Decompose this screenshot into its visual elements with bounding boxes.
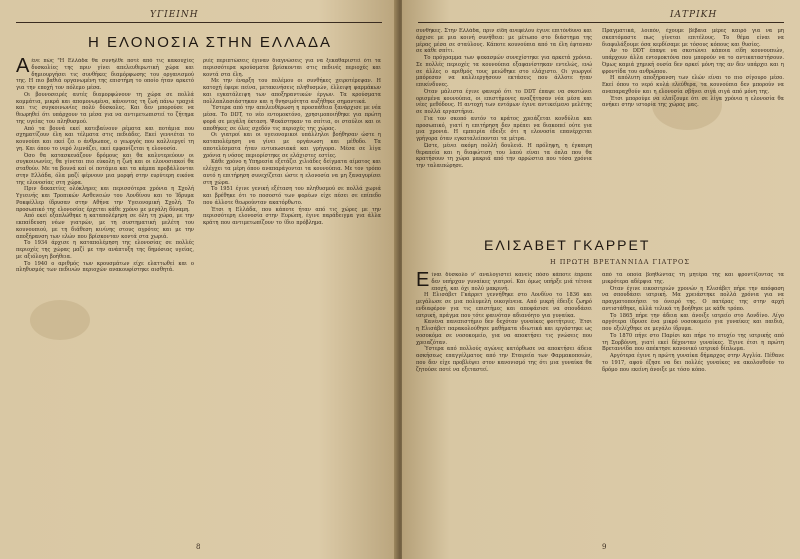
paragraph: Πραγματικά, λοιπόν, έχουμε βέβαια μέρες καιρό για να μη σκεπτόμαστε πως γίνεται επιτέλους. Το θέμα είναι να διαφυλάξουμε όσα κερδίσαμε με τόσους κόπους και θυσίες.	[602, 28, 784, 48]
paragraph: Από τα βουνά εκεί κατεβαίνουν ρέματα και ποτάμια που σχηματίζουν έλη και τέλματα στις πεδιάδες. Εκεί γεννιέται το κουνούπι και εκεί ζει ο άνθρωπος, ο γεωργός που καλλιεργεί τη γη. Και όπου το νερό λιμνάζει, εκεί εμφανίζεται η ελονοσία.	[16, 125, 194, 152]
paragraph: Κανένα πανεπιστήμιο δεν δεχόταν γυναίκες φοιτήτριες. Έτσι η Ελισάβετ παρακολούθησε μαθήματα ιδιωτικά και εργάστηκε ως νοσοκόμα σε νοσοκομείο, για να αποκτήσει τις γνώσεις που χρειαζόταν.	[416, 319, 592, 346]
article-column-5	[416, 272, 592, 542]
paragraph: Το πρόγραμμα των ψεκασμών συνεχίστηκε για αρκετά χρόνια. Σε πολλές περιοχές τα κουνούπια εξαφανίστηκαν εντελώς, ενώ σε άλλες ο αριθμός τους μειώθηκε στο ελάχιστο. Οι γεωργοί μπόρεσαν να καλλιεργήσουν εκτάσεις που άλλοτε ήταν επικίνδυνες.	[416, 55, 592, 88]
paragraph: Το 1934 άρχισε η καταπολέμηση της ελονοσίας σε πολλές περιοχές της χώρας μαζί με την ανάπτυξη της δημόσιας υγείας, με αξιόλογη βοήθεια.	[16, 240, 194, 260]
paragraph: Πριν δεκαετίες ολόκληρες και περισσότερα χρόνια η Σχολή Υγιεινής και Τροπικών Ασθενειών του Λονδίνου και το Ίδρυμα Ροκφέλλερ ίδρυσαν στην Αθήνα την Υγειονομική Σχολή. Το προσωπικό της ελονοσίας έρχεται κάθε χρόνο με μεγάλη δύναμη.	[16, 186, 194, 213]
right-page	[402, 0, 800, 559]
paragraph: Από εκεί εξαπλώθηκε η καταπολέμηση σε όλη τη χώρα, με την εκπαίδευση νέων γιατρών, με τη συστηματική μελέτη του κουνουπιού, με τη διάθεση κινίνης στους αγρότες και με την αποξήρανση των ελών που βρίσκονταν κοντά στα χωριά.	[16, 213, 194, 240]
article-column-6	[602, 272, 784, 542]
paragraph: Η Ελισάβετ Γκάρρετ γεννήθηκε στο Λονδίνο το 1836 και μεγάλωσε σε μια πολυμελή οικογένεια. Από μικρή έδειξε ζωηρό ενδιαφέρον για τις επιστήμες και αποφάσισε να σπουδάσει ιατρική, πράγμα που τότε φαινόταν αδιανόητο για γυναίκα.	[416, 292, 592, 319]
paragraph: Για τον σκοπό αυτόν το κράτος χρειάζεται κονδύλια και προσωπικό, γιατί η επιτήρηση δεν πρέπει να διακοπεί ούτε για μια χρονιά. Η εμπειρία έδειξε ότι η ελονοσία επανέρχεται γρήγορα όταν εγκαταλείπονται τα μέτρα.	[416, 115, 592, 142]
paragraph: Ύστερα από την απελευθέρωση η προσπάθεια ξανάρχισε με νέα μέσα. Το DDT, το νέο εντομοκτόνο, χρησιμοποιήθηκε για πρώτη φορά σε μεγάλη έκταση. Ψεκάστηκαν τα σπίτια, οι σταύλοι και οι αποθήκες σε όλες σχεδόν τις περιοχές της χώρας.	[203, 105, 381, 132]
paragraph: Έτσι μπορούμε να ελπίζουμε ότι σε λίγα χρόνια η ελονοσία θα ανήκει στην ιστορία της χώρας μας.	[602, 95, 784, 109]
paragraph: Το 1865 πήρε την άδεια και άνοιξε ιατρείο στο Λονδίνο. Λίγο αργότερα ίδρυσε ένα μικρό νοσοκομείο για γυναίκες και παιδιά, που εξελίχθηκε σε μεγάλο ίδρυμα.	[602, 312, 784, 332]
paragraph: ριές περιπτώσεις έγιναν διαγνώσεις για να ξεκαθαριστεί ότι τα περισσότερα κρούσματα βρίσκονται στις πεδινές περιοχές και κοντά στα έλη.	[203, 58, 381, 78]
header-rule	[16, 22, 382, 23]
paragraph: Ώστε, μένει ακόμη πολλή δουλειά. Η πρόληψη, η έγκαιρη θεραπεία και η διαφώτιση του λαού είναι τα όπλα που θα κρατήσουν τη χώρα μακριά από την αρρώστια που τόσα χρόνια την ταλαιπώρησε.	[416, 142, 592, 169]
paragraph: Έτσι η Ελλάδα, που κάποτε ήταν από τις χώρες με την περισσότερη ελονοσία στην Ευρώπη, έγινε παράδειγμα για άλλα κράτη που αντιμετωπίζουν το ίδιο πρόβλημα.	[203, 206, 381, 226]
paragraph: Οι βουνοσειρές αυτές διαμορφώνουν τη χώρα σε πολλά κομμάτια, μικρά και απομονωμένα, κάνοντας τη ζωή πάνω τραχιά και τις συγκοινωνίες πολύ δύσκολες. Και δεν μπορούσε να θεωρηθεί ότι υπάρχουν τα μέσα για να αντιμετωπιστεί το ζήτημα της υγείας του πληθυσμού.	[16, 91, 194, 125]
paragraph: Όσο θα κατασκευάζουν δρόμους και θα καλυτερεύουν οι συγκοινωνίες, θα γίνεται πιο εύκολη η ζωή και οι ελονοσιακοί θα σταθούν. Με τα βουνά καί οί ποτάμια και τα κάμπα προβάλλονται στην Ελλάδα, όλα μαζί φέρνουν μια μορφή στην ευρύτερη εικόνα της ελονοσίας στη χώρα.	[16, 152, 194, 186]
paragraph: Ύστερα από πολλούς αγώνες κατόρθωσε να αποκτήσει άδεια ασκήσεως επαγγέλματος από την Εταιρεία των Φαρμακοποιών, που δεν είχε προβλέψει στον κανονισμό της ότι μια γυναίκα θα ζητούσε ποτέ να εξεταστεί.	[416, 346, 592, 373]
article-column-1	[16, 58, 194, 540]
paragraph: Όταν μάλιστα έγινε φανερό ότι το DDT έπαψε να σκοτώνει ορισμένα κουνούπια, οι επιστήμονες αναζήτησαν νέα μέσα και νέες μεθόδους. Η αντοχή των εντόμων έγινε αντικείμενο μελέτης σε πολλά εργαστήρια.	[416, 88, 592, 115]
paragraph: Με την έναρξη του πολέμου οι συνθήκες χειροτέρεψαν. Η κατοχή έφερε πείνα, μετακινήσεις πληθυσμών, έλλειψη φαρμάκων και εγκατάλειψη των αποξηραντικών έργων. Τα κρούσματα πολλαπλασιάστηκαν και η θνησιμότητα αυξήθηκε σημαντικά.	[203, 78, 381, 105]
paragraph: ένε πώς "Η Ελλάδα θα συνήλθε ποτέ από τις κακουχίες δυσκολίες της πριν γίνει απελευθερωτική χώρα και δημιουργήσει τις συνθήκες διαμόρφωσης του οργανισμού της. Η πιο βαθιά οργανωμένη της επιστήμη το οποίο ήταν αρκετό για την εποχή τον πόλεμο μέσα.	[16, 58, 194, 91]
article-column-3	[416, 28, 592, 222]
running-head: ΙΑΤΡΙΚΗ	[670, 10, 718, 20]
paragraph: Αργότερα έγινε η πρώτη γυναίκα δήμαρχος στην Αγγλία. Πέθανε το 1917, αφού έζησε να δει πολλές γυναίκες να ακολουθούν το δρόμο που εκείνη άνοιξε με τόσο κόπο.	[602, 353, 784, 373]
article-column-2	[203, 58, 381, 540]
paragraph: Το 1951 έγινε γενική εξέταση του πληθυσμού σε πολλά χωριά και βρέθηκε ότι το ποσοστό των φορέων είχε πέσει σε επίπεδο που άλλοτε θεωρούνταν ακατόρθωτο.	[203, 186, 381, 206]
paragraph: από τα οποία βοηθώντας τη μητέρα της και φροντίζοντας τα μικρότερα αδέρφια της.	[602, 272, 784, 285]
page-number: 9	[602, 543, 607, 551]
paragraph: Το 1940 ο αριθμός των κρουσμάτων είχε ελαττωθεί και ο πληθυσμός των πεδινών περιοχών ανακουφίστηκε αισθητά.	[16, 260, 194, 274]
paragraph: Όταν έγινε εικοσιτριών χρονών η Ελισάβετ πήρε την απόφαση να σπουδάσει ιατρική. Μα χρειάστηκε πολλά χρόνια για να πραγματοποιήσει το όνειρό της. Ο πατέρας της στην αρχή αντιστάθηκε, αλλά τελικά τη βοήθησε με κάθε τρόπο.	[602, 285, 784, 312]
header-rule	[418, 22, 784, 23]
article-title: Η ΕΛΟΝΟΣΙΑ ΣΤΗΝ ΕΛΛΑΔΑ	[88, 34, 333, 51]
left-page	[0, 0, 398, 559]
paragraph: Οι γιατροί και οι υγειονομικοί υπάλληλοι βοήθησαν ώστε η καταπολέμηση να γίνει με οργάνωση και μέθοδο. Τα αποτελέσματα ήταν εντυπωσιακά και γρήγορα. Μέσα σε λίγα χρόνια η νόσος περιορίστηκε σε ελάχιστες εστίες.	[203, 132, 381, 159]
article-title-2: ΕΛΙΣΑΒΕΤ ΓΚΑΡΡΕΤ	[484, 237, 651, 253]
article-column-4	[602, 28, 784, 222]
page-number: 8	[196, 543, 201, 551]
drop-cap: Ε	[416, 272, 430, 291]
drop-cap: Α	[16, 58, 30, 77]
running-head: ΥΓΙΕΙΝΗ	[150, 10, 199, 20]
paragraph: Κάθε χρόνο η Υπηρεσία εξετάζει χιλιάδες δείγματα αίματος και ελέγχει τα μέρη όπου αναπαράγονται τα κουνούπια. Με τον τρόπο αυτό η επιτήρηση συνεχίζεται ώστε η ελονοσία να μη ξαναγυρίσει στη χώρα.	[203, 159, 381, 186]
article-subtitle-2: Η ΠΡΩΤΗ ΒΡΕΤΑΝΝΙΔΑ ΓΙΑΤΡΟΣ	[550, 258, 690, 266]
paragraph: συνθήκες. Στην Ελλάδα, πριν είδη ανεφέλου έγινε επιτόνδυνο και άρχισε με μια κοινή συνήθεια: με μέτωπο στο διάστημα της μέρας μέσα σε σταύλους. Κάποτε κουνούπια από τα έλη έφταναν σε κάθε σπίτι.	[416, 28, 592, 55]
paragraph: Το 1870 πήγε στο Παρίσι και πήρε το πτυχίο της ιατρικής από τη Σορβόννη, γιατί εκεί δέχονταν γυναίκες. Έγινε έτσι η πρώτη Βρεταννίδα που απέκτησε κανονικό ιατρικό δίπλωμα.	[602, 332, 784, 353]
paragraph: Η απόλυτη αποξήρανση των ελών είναι το πιο σίγουρο μέσο. Εκεί όπου το νερό κυλά ελεύθερα, τα κουνούπια δεν μπορούν να αναπαραχθούν και η ελονοσία σβήνει σιγά σιγά από μόνη της.	[602, 75, 784, 95]
paragraph: Αν το DDT έπαψε να σκοτώνει κάποια είδη κουνουπιών, υπάρχουν άλλα εντομοκτόνα που μπορούν να το αντικαταστήσουν. Όμως καμιά χημική ουσία δεν αρκεί μόνη της αν δεν υπάρχει και η φροντίδα του ανθρώπου.	[602, 48, 784, 75]
paragraph: ίναι δύσκολο ν' αναλογιστεί κανείς πόσο κάποτε έπρεπε δεν υπήρχαν γυναίκες γιατροί. Και όμως υπήρξε μιά τέτοια εποχή, και όχι πολύ μακρινή.	[431, 272, 592, 292]
